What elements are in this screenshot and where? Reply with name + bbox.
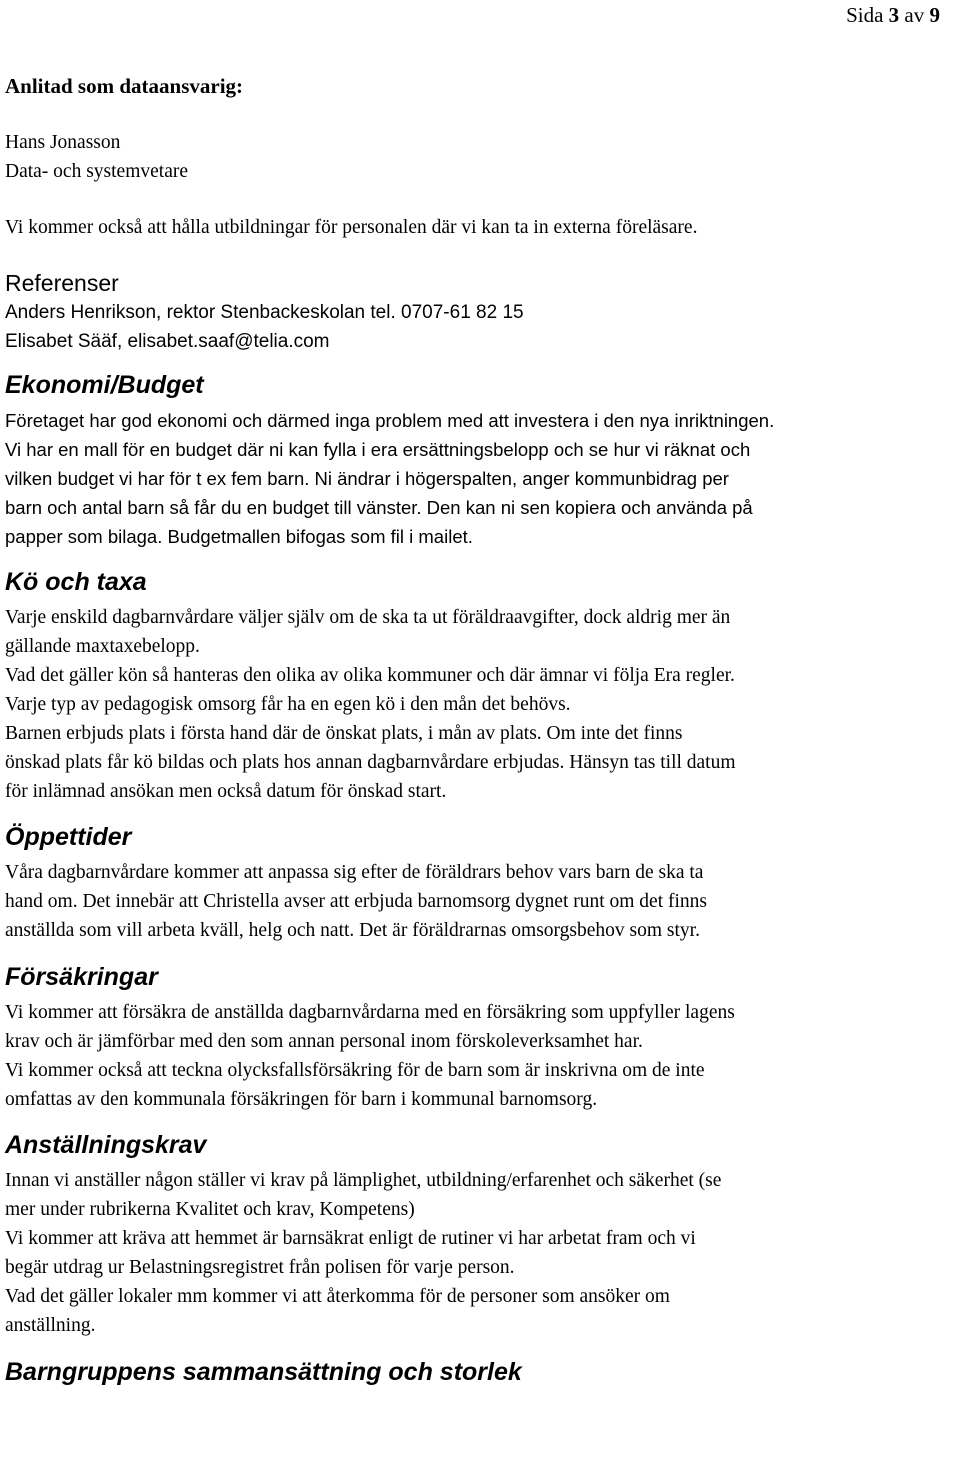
anstallning-line: begär utdrag ur Belastningsregistret från polisen för varje person. (5, 1257, 515, 1278)
oppettider-line: anställda som vill arbeta kväll, helg och natt. Det är föräldrarnas omsorgsbehov som styr. (5, 920, 700, 941)
forsakringar-line: Vi kommer också att teckna olycksfallsförsäkring för de barn som är inskrivna om de inte (5, 1060, 705, 1081)
page-total: 9 (929, 3, 940, 27)
heading-barngrupp: Barngruppens sammansättning och storlek (5, 1358, 522, 1386)
ko-line: önskad plats får kö bildas och plats hos annan dagbarnvårdare erbjudas. Hänsyn tas till datum (5, 752, 736, 773)
oppettider-line: hand om. Det innebär att Christella avser att erbjuda barnomsorg dygnet runt om det finns (5, 891, 708, 912)
person-name: Hans Jonasson (5, 132, 121, 153)
reference-2: Elisabet Sääf, elisabet.saaf@telia.com (5, 331, 330, 352)
training-note: Vi kommer också att hålla utbildningar för personalen där vi kan ta in externa föreläsare. (5, 217, 698, 238)
anstallning-line: mer under rubrikerna Kvalitet och krav, Kompetens) (5, 1199, 415, 1220)
forsakringar-line: Vi kommer att försäkra de anställda dagbarnvårdarna med en försäkring som uppfyller lagens (5, 1002, 735, 1023)
page-current: 3 (888, 3, 900, 27)
forsakringar-line: krav och är jämförbar med den som annan personal inom förskoleverksamhet har. (5, 1031, 643, 1052)
page-mid: av (904, 3, 925, 27)
heading-oppettider: Öppettider (5, 823, 132, 851)
heading-forsakringar: Försäkringar (5, 963, 158, 991)
heading-anstallningskrav: Anställningskrav (5, 1131, 207, 1159)
ekonomi-line: Företaget har god ekonomi och därmed inga problem med att investera i den nya inriktningen. (5, 410, 775, 431)
heading-ko-och-taxa: Kö och taxa (5, 568, 147, 596)
ko-line: gällande maxtaxebelopp. (5, 636, 200, 657)
ko-line: Varje enskild dagbarnvårdare väljer själv om de ska ta ut föräldraavgifter, dock aldrig mer än (5, 607, 731, 628)
anstallning-line: Vad det gäller lokaler mm kommer vi att återkomma för de personer som ansöker om (5, 1286, 670, 1307)
ko-line: Barnen erbjuds plats i första hand där de önskat plats, i mån av plats. Om inte det finns (5, 723, 683, 744)
anstallning-line: anställning. (5, 1315, 96, 1336)
oppettider-line: Våra dagbarnvårdare kommer att anpassa sig efter de föräldrars behov vars barn de ska ta (5, 862, 704, 883)
heading-referenser: Referenser (5, 270, 119, 296)
person-role: Data- och systemvetare (5, 161, 189, 182)
ekonomi-line: Vi har en mall för en budget där ni kan fylla i era ersättningsbelopp och se hur vi räknat och (5, 439, 751, 460)
anstallning-line: Vi kommer att kräva att hemmet är barnsäkrat enligt de rutiner vi har arbetat fram och vi (5, 1228, 696, 1249)
document-body (5, 72, 948, 1388)
heading-dataansvarig: Anlitad som dataansvarig: (5, 74, 244, 98)
ko-line: för inlämnad ansökan men också datum för önskad start. (5, 781, 447, 802)
anstallning-line: Innan vi anställer någon ställer vi krav på lämplighet, utbildning/erfarenhet och säkerhet (se (5, 1170, 722, 1191)
page-number (846, 2, 940, 28)
ekonomi-line: barn och antal barn så får du en budget till vänster. Den kan ni sen kopiera och använda på (5, 497, 753, 518)
forsakringar-line: omfattas av den kommunala försäkringen för barn i kommunal barnomsorg. (5, 1089, 598, 1110)
ko-line: Varje typ av pedagogisk omsorg får ha en egen kö i den mån det behövs. (5, 694, 571, 715)
ekonomi-line: papper som bilaga. Budgetmallen bifogas som fil i mailet. (5, 526, 473, 547)
ekonomi-line: vilken budget vi har för t ex fem barn. Ni ändrar i högerspalten, anger kommunbidrag per (5, 468, 729, 489)
ko-line: Vad det gäller kön så hanteras den olika av olika kommuner och där ämnar vi följa Era regler. (5, 665, 735, 686)
page-prefix: Sida (846, 3, 884, 27)
reference-1: Anders Henrikson, rektor Stenbackeskolan tel. 0707-61 82 15 (5, 302, 524, 323)
heading-ekonomi: Ekonomi/Budget (5, 371, 204, 399)
